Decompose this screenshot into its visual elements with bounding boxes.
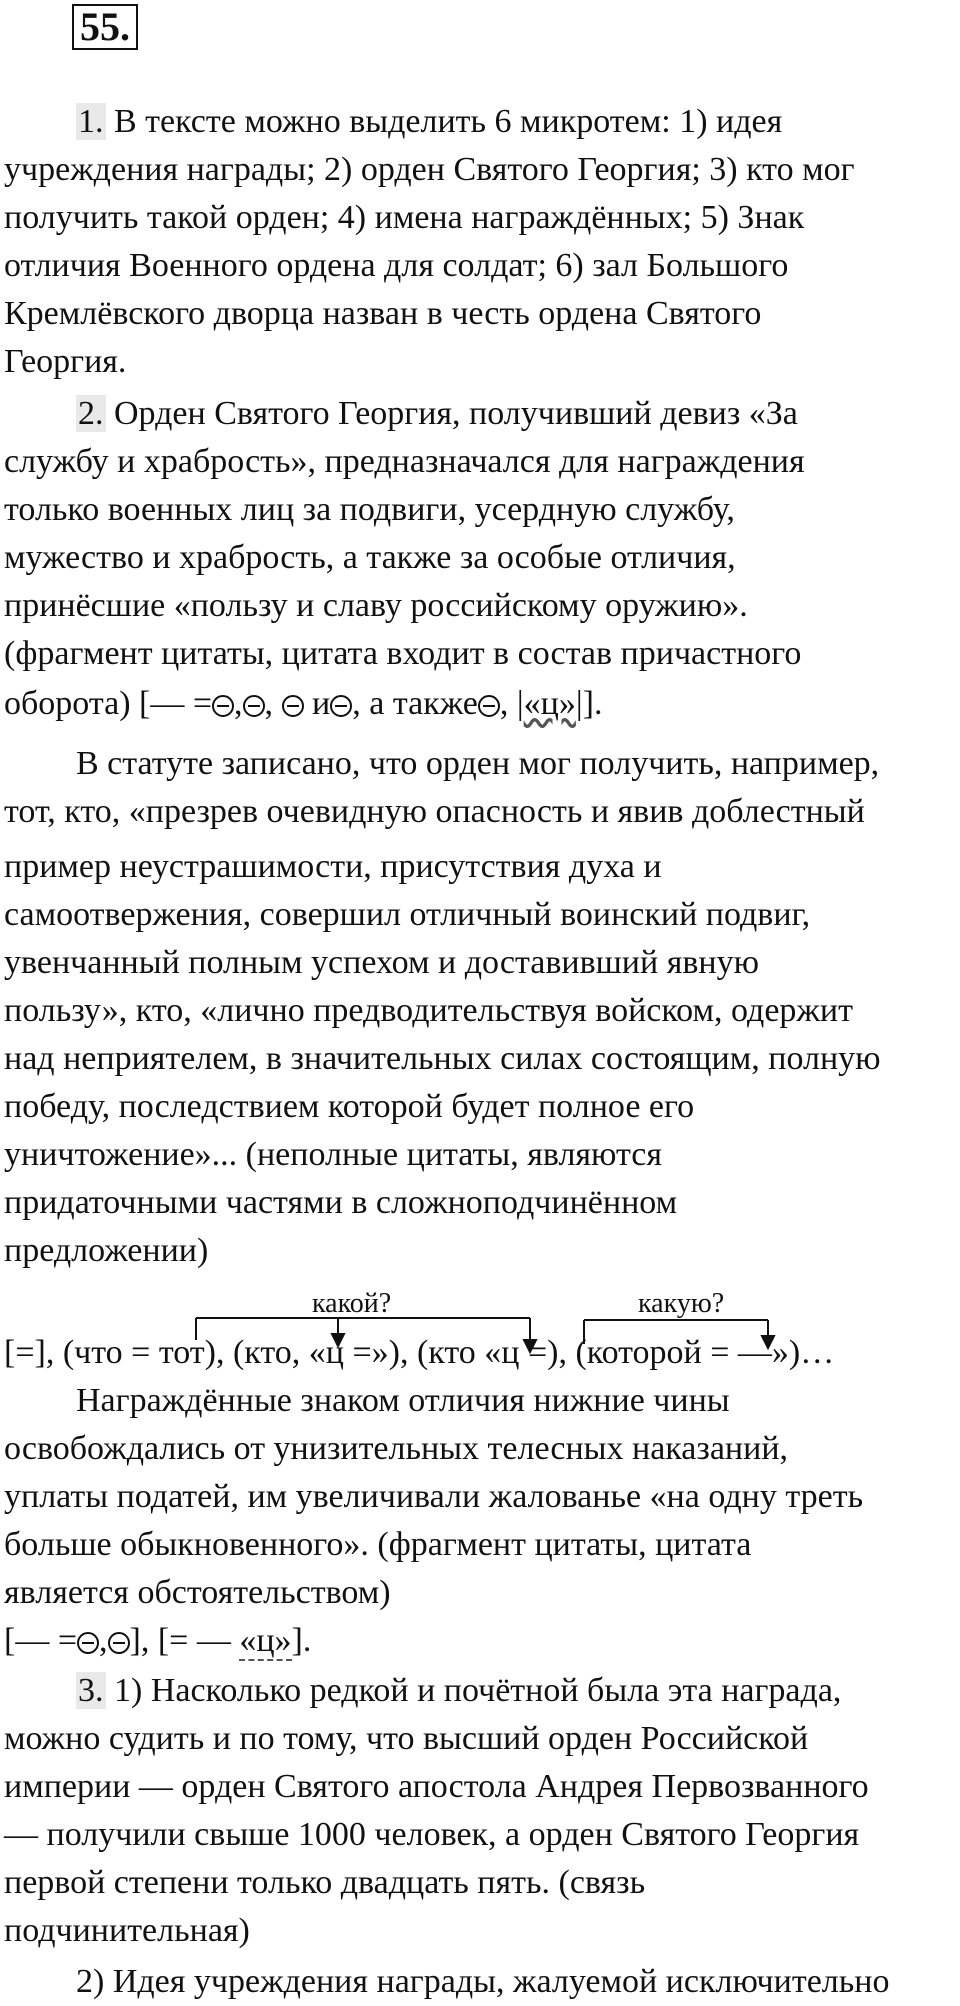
p4-scheme-sep: ,	[99, 1622, 108, 1659]
p2-line-2: службу и храбрость», предназначался для награждения	[4, 443, 805, 480]
p2-scheme-quote: «ц»	[523, 685, 576, 722]
p5-line-4: — получили свыше 1000 человек, а орден Святого Георгия	[4, 1816, 860, 1853]
p2-scheme-comma: , |	[499, 685, 524, 722]
p2-marker: 2.	[78, 395, 104, 432]
p2-line-4: мужество и храбрость, а также за особые отличия,	[4, 539, 736, 576]
p5-line-1	[76, 1667, 841, 1715]
p2-line-3: только военных лиц за подвиги, усердную службу,	[4, 491, 735, 528]
p3-line-8: победу, последствием которой будет полное его	[4, 1088, 695, 1125]
participle-mark-icon	[330, 695, 352, 717]
participle-mark-icon	[478, 695, 500, 717]
p5-marker: 3.	[78, 1672, 104, 1709]
p3-line-3: пример неустрашимости, присутствия духа и	[4, 848, 662, 885]
p4-line-3: уплаты податей, им увеличивали жалованье «на одну треть	[4, 1478, 864, 1515]
p5-line-5: первой степени только двадцать пять. (связь	[4, 1864, 646, 1901]
p3-line-7: над неприятелем, в значительных силах состоящим, полную	[4, 1040, 881, 1077]
p2-scheme-also: , а также	[352, 685, 478, 722]
p4-scheme-start: [— =	[4, 1622, 77, 1659]
p5-line-7: 2) Идея учреждения награды, жалуемой исключительно	[76, 1963, 890, 2000]
p2-scheme	[4, 680, 603, 728]
p5-line-3: империи — орден Святого апостола Андрея Первозванного	[4, 1768, 869, 1805]
participle-mark-icon	[108, 1632, 130, 1654]
question-label-2: какую?	[638, 1288, 725, 1319]
p5-text-1: 1) Насколько редкой и почётной была эта награда,	[105, 1672, 842, 1709]
p3-scheme: [=], (что = тот), (кто, «ц =»), (кто «ц =), (которой = —»)…	[4, 1334, 835, 1371]
p5-line-6: подчинительная)	[4, 1912, 250, 1949]
p1-marker: 1.	[78, 103, 104, 140]
p3-line-10: придаточными частями в сложноподчинённом	[4, 1184, 678, 1221]
p3-line-11: предложении)	[4, 1232, 209, 1269]
p1-line-5: Кремлёвского дворца назван в честь ордена Святого	[4, 295, 762, 332]
p2-line-1	[76, 390, 798, 438]
p3-line-4: самоотвержения, совершил отличный воинский подвиг,	[4, 896, 811, 933]
p2-line-6: (фрагмент цитаты, цитата входит в состав причастного	[4, 635, 802, 672]
p4-scheme-quote: «ц»	[239, 1622, 292, 1659]
p4-line-1: Награждённые знаком отличия нижние чины	[76, 1382, 730, 1419]
p2-line-5: принёсшие «пользу и славу российскому оружию».	[4, 587, 748, 624]
p4-line-5: является обстоятельством)	[4, 1574, 391, 1611]
task-number: 55.	[72, 4, 138, 50]
p1-line-1	[76, 98, 782, 146]
p1-line-2: учреждения награды; 2) орден Святого Георгия; 3) кто мог	[4, 151, 855, 188]
participle-mark-icon	[77, 1632, 99, 1654]
p4-line-2: освобождались от унизительных телесных наказаний,	[4, 1430, 789, 1467]
p3-line-1: В статуте записано, что орден мог получить, например,	[76, 745, 880, 782]
p2-scheme-sep: ,	[234, 685, 243, 722]
p1-text-1: В тексте можно выделить 6 микротем: 1) идея	[105, 103, 783, 140]
p2-text-1: Орден Святого Георгия, получивший девиз «За	[105, 395, 798, 432]
question-label-1: какой?	[312, 1288, 392, 1319]
p4-scheme-mid: ], [= —	[129, 1622, 240, 1659]
p2-scheme-start: оборота) [— =	[4, 685, 213, 722]
p4-scheme-end: ].	[291, 1622, 312, 1659]
participle-mark-icon	[212, 695, 234, 717]
p2-scheme-sep: ,	[264, 685, 274, 722]
p1-line-3: получить такой орден; 4) имена награждённых; 5) Знак	[4, 199, 805, 236]
p3-line-2: тот, кто, «презрев очевидную опасность и явив доблестный	[4, 793, 865, 830]
p3-line-9: уничтожение»... (неполные цитаты, являются	[4, 1136, 663, 1173]
p2-scheme-end: |].	[575, 685, 603, 722]
p4-scheme	[4, 1617, 311, 1665]
p1-line-4: отличия Военного ордена для солдат; 6) зал Большого	[4, 247, 789, 284]
p4-line-4: больше обыкновенного». (фрагмент цитаты, цитата	[4, 1526, 752, 1563]
p5-line-2: можно судить и по тому, что высший орден Российской	[4, 1720, 809, 1757]
p2-scheme-and: и	[303, 685, 331, 722]
p3-line-6: пользу», кто, «лично предводительствуя войском, одержит	[4, 992, 853, 1029]
p3-line-5: увенчанный полным успехом и доставивший явную	[4, 944, 759, 981]
p1-line-6: Георгия.	[4, 343, 127, 380]
participle-mark-icon	[243, 695, 265, 717]
participle-mark-icon	[282, 695, 304, 717]
